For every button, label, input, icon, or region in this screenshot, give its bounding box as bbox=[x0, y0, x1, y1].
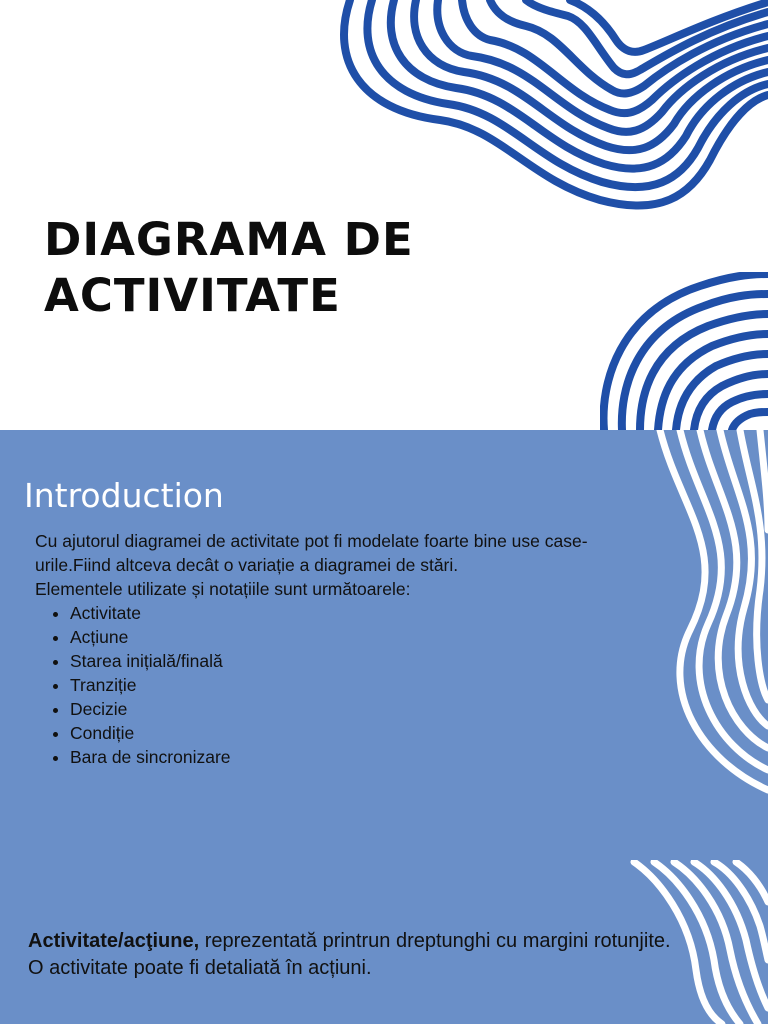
introduction-paragraph: Cu ajutorul diagramei de activitate pot fi modelate foarte bine use case-urile.Fiind altceva decât o variație a diagramei de stări. bbox=[35, 531, 588, 575]
page-title bbox=[44, 212, 414, 324]
activity-definition bbox=[28, 928, 688, 982]
list-item: • Decizie bbox=[70, 697, 635, 721]
list-item: • Tranziție bbox=[70, 673, 635, 697]
title-line-1: DIAGRAMA DE bbox=[44, 213, 414, 266]
introduction-section bbox=[0, 430, 768, 1024]
title-line-2: ACTIVITATE bbox=[44, 269, 341, 322]
introduction-heading: Introduction bbox=[24, 476, 224, 515]
title-section bbox=[0, 0, 768, 430]
list-item: • Condiție bbox=[70, 721, 635, 745]
list-item: • Starea inițială/finală bbox=[70, 649, 635, 673]
activity-detail: O activitate poate fi detaliată în acțiuni. bbox=[28, 957, 372, 979]
wave-pattern-top-graphic bbox=[330, 0, 768, 220]
introduction-body bbox=[35, 529, 635, 769]
introduction-list-intro: Elementele utilizate și notațiile sunt următoarele: bbox=[35, 579, 411, 599]
wave-pattern-right-graphic bbox=[640, 430, 768, 820]
activity-description: reprezentată printrun dreptunghi cu margini rotunjite. bbox=[199, 930, 671, 952]
list-item: • Bara de sincronizare bbox=[70, 745, 635, 769]
list-item: • Activitate bbox=[70, 601, 635, 625]
activity-definition-text bbox=[28, 928, 688, 955]
list-item: • Acțiune bbox=[70, 625, 635, 649]
activity-term: Activitate/acţiune, bbox=[28, 930, 200, 952]
wave-pattern-middle-graphic bbox=[600, 272, 768, 430]
elements-list bbox=[35, 601, 635, 769]
